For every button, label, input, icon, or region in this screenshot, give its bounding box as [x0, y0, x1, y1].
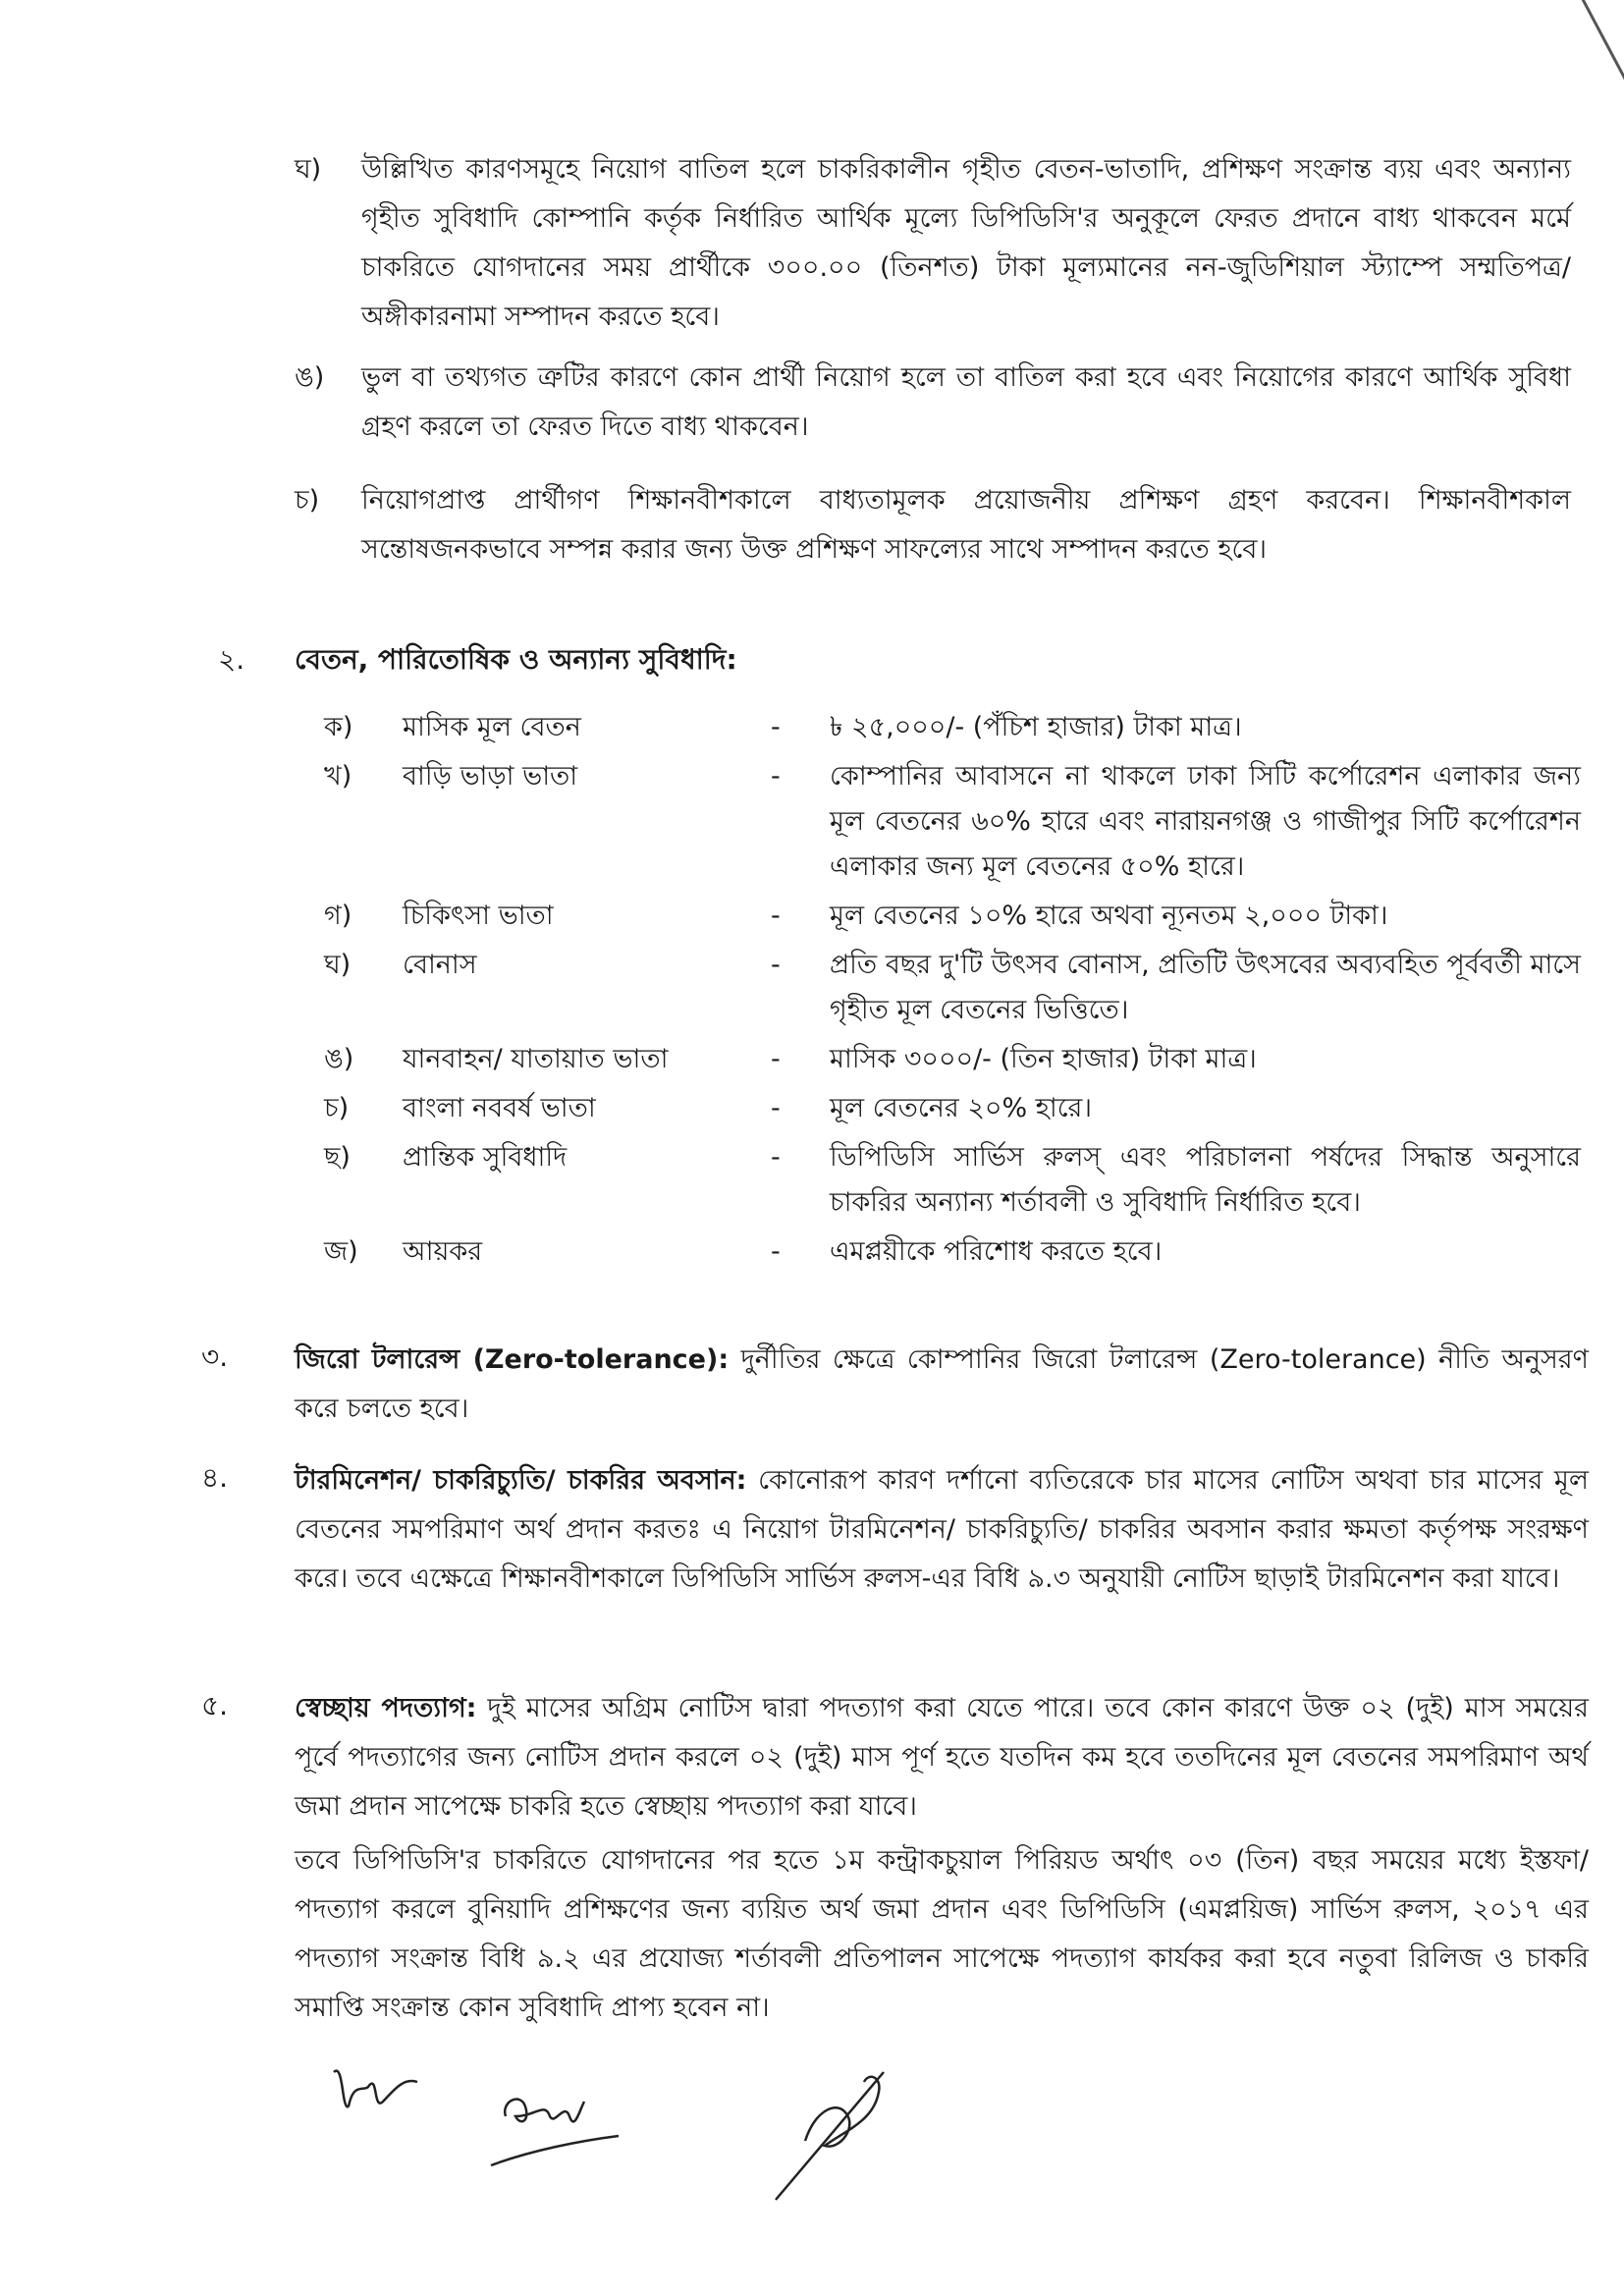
clause-text: উল্লিখিত কারণসমূহে নিয়োগ বাতিল হলে চাকরিকালীন গৃহীত বেতন-ভাতাদি, প্রশিক্ষণ সংক্রান্ত ব্যয় এবং অন্যান্য গৃহীত সুবিধাদি কোম্পানি কর্তৃক নির্ধারিত আর্থিক মূল্যে ডিপিডিসি'র অনুকূলে ফেরত প্রদানে বাধ্য থাকবেন মর্মে চাকরিতে যোগদানের সময় প্রার্থীকে ৩০০.০০ (তিনশত) টাকা মূল্যমানের নন-জুডিশিয়াল স্ট্যাম্পে সম্মতিপত্র/ অঙ্গীকারনামা সম্পাদন করতে হবে। — [361, 154, 1571, 332]
benefit-row — [324, 894, 1581, 939]
benefit-value: প্রতি বছর দু'টি উৎসব বোনাস, প্রতিটি উৎসবের অব্যবহিত পূর্ববর্তী মাসে গৃহীত মূল বেতনের ভিত্তিতে। — [830, 950, 1581, 1025]
benefit-label: যানবাহন/ যাতায়াত ভাতা — [403, 1044, 669, 1074]
section-5-text: দুই মাসের অগ্রিম নোটিস দ্বারা পদত্যাগ করা যেতে পারে। তবে কোন কারণে উক্ত ০২ (দুই) মাস সময়ের পূর্বে পদত্যাগের জন্য নোটিস প্রদান করলে ০২ (দুই) মাস পূর্ণ হতে যতদিন কম হবে ততদিনের মূল বেতনের সমপরিমাণ অর্থ জমা প্রদান সাপেক্ষে চাকরি হতে স্বেচ্ছায় পদত্যাগ করা যাবে। — [295, 1693, 1589, 1822]
benefit-row — [324, 705, 1581, 750]
benefit-dash: - — [771, 761, 781, 792]
benefit-row — [324, 1037, 1581, 1082]
benefit-label: আয়কর — [403, 1236, 483, 1267]
benefit-marker: গ) — [324, 901, 352, 931]
section-4-number: ৪. — [201, 1461, 229, 1494]
section-5-heading: স্বেচ্ছায় পদত্যাগ: — [295, 1693, 477, 1723]
clause-umo — [295, 354, 1571, 452]
benefit-value: মাসিক ৩০০০/- (তিন হাজার) টাকা মাত্র। — [830, 1044, 1257, 1074]
benefit-label: মাসিক মূল বেতন — [403, 712, 581, 742]
clause-cha — [295, 476, 1571, 574]
section-3-text: দুর্নীতির ক্ষেত্রে কোম্পানির জিরো টলারেন্স (Zero-tolerance) নীতি অনুসরণ করে চলতে হবে। — [295, 1344, 1589, 1424]
signature-block — [295, 2052, 982, 2200]
benefit-label: বাংলা নববর্ষ ভাতা — [403, 1093, 596, 1123]
benefit-marker: ঘ) — [324, 950, 352, 980]
benefit-marker: ঙ) — [324, 1044, 354, 1074]
benefit-label: প্রান্তিক সুবিধাদি — [403, 1142, 568, 1173]
clause-text: নিয়োগপ্রাপ্ত প্রার্থীগণ শিক্ষানবীশকালে বাধ্যতামূলক প্রয়োজনীয় প্রশিক্ষণ গ্রহণ করবেন। শিক্ষানবীশকাল সন্তোষজনকভাবে সম্পন্ন করার জন্য উক্ত প্রশিক্ষণ সাফল্যের সাথে সম্পাদন করতে হবে। — [361, 485, 1571, 565]
benefit-dash: - — [771, 1093, 781, 1123]
benefit-label: বাড়ি ভাড়া ভাতা — [403, 761, 578, 792]
section-3-number: ৩. — [201, 1340, 229, 1373]
section-5-paragraph — [295, 1684, 1589, 1831]
section-2-heading: বেতন, পারিতোষিক ও অন্যান্য সুবিধাদি: — [295, 643, 737, 676]
clause-marker: ঘ) — [295, 154, 322, 185]
benefit-dash: - — [771, 1236, 781, 1267]
benefit-marker: জ) — [324, 1236, 358, 1267]
signature-3 — [766, 2052, 913, 2210]
benefit-dash: - — [771, 1142, 781, 1173]
benefit-marker: ছ) — [324, 1142, 351, 1173]
section-5-number: ৫. — [201, 1689, 229, 1722]
benefit-marker: খ) — [324, 761, 352, 792]
benefit-value: মূল বেতনের ১০% হারে অথবা ন্যূনতম ২,০০০ টাকা। — [830, 901, 1388, 931]
benefit-row — [324, 943, 1581, 1033]
clause-marker: চ) — [295, 485, 320, 516]
benefit-row — [324, 1230, 1581, 1275]
benefit-marker: ক) — [324, 712, 353, 742]
benefit-value: মূল বেতনের ২০% হারে। — [830, 1093, 1093, 1123]
benefit-value: এমপ্লয়ীকে পরিশোধ করতে হবে। — [830, 1236, 1163, 1267]
clause-text: ভুল বা তথ্যগত ত্রুটির কারণে কোন প্রার্থী নিয়োগ হলে তা বাতিল করা হবে এবং নিয়োগের কারণে আর্থিক সুবিধা গ্রহণ করলে তা ফেরত দিতে বাধ্য থাকবেন। — [361, 362, 1571, 442]
clause-marker: ঙ) — [295, 362, 325, 393]
section-3-heading: জিরো টলারেন্স (Zero-tolerance): — [295, 1344, 730, 1375]
benefit-value: ৳ ২৫,০০০/- (পঁচিশ হাজার) টাকা মাত্র। — [830, 712, 1242, 742]
section-3-paragraph — [295, 1336, 1589, 1434]
benefit-row — [324, 754, 1581, 890]
benefit-dash: - — [771, 1044, 781, 1074]
benefit-row — [324, 1086, 1581, 1131]
clause-gha — [295, 145, 1571, 342]
section-4-heading: টারমিনেশন/ চাকরিচ্যুতি/ চাকরির অবসান: — [295, 1465, 747, 1496]
benefit-value: ডিপিডিসি সার্ভিস রুলস্ এবং পরিচালনা পর্ষদের সিদ্ধান্ত অনুসারে চাকরির অন্যান্য শর্তাবলী ও সুবিধাদি নির্ধারিত হবে। — [830, 1142, 1581, 1218]
signature-1 — [324, 2052, 432, 2141]
benefit-label: বোনাস — [403, 950, 477, 980]
benefit-row — [324, 1135, 1581, 1226]
signature-2 — [481, 2072, 628, 2180]
section-4-text: কোনোরূপ কারণ দর্শানো ব্যতিরেকে চার মাসের নোটিস অথবা চার মাসের মূল বেতনের সমপরিমাণ অর্থ প্রদান করতঃ এ নিয়োগ টারমিনেশন/ চাকরিচ্যুতি/ চাকরির অবসান করার ক্ষমতা কর্তৃপক্ষ সংরক্ষণ করে। তবে এক্ষেত্রে শিক্ষানবীশকালে ডিপিডিসি সার্ভিস রুলস-এর বিধি ৯.৩ অনুযায়ী নোটিস ছাড়াই টারমিনেশন করা যাবে। — [295, 1465, 1589, 1594]
section-2-number: ২. — [218, 643, 245, 676]
benefit-label: চিকিৎসা ভাতা — [403, 901, 554, 931]
benefit-marker: চ) — [324, 1093, 350, 1123]
section-4-paragraph — [295, 1456, 1589, 1604]
scan-edge-mark — [1571, 0, 1624, 137]
benefit-dash: - — [771, 950, 781, 980]
section-5-continuation: তবে ডিপিডিসি'র চাকরিতে যোগদানের পর হতে ১ম কন্ট্রাকচুয়াল পিরিয়ড অর্থাৎ ০৩ (তিন) বছর সময়ের মধ্যে ইস্তফা/ পদত্যাগ করলে বুনিয়াদি প্রশিক্ষণের জন্য ব্যয়িত অর্থ জমা প্রদান এবং ডিপিডিসি (এমপ্লয়িজ) সার্ভিস রুলস, ২০১৭ এর পদত্যাগ সংক্রান্ত বিধি ৯.২ এর প্রযোজ্য শর্তাবলী প্রতিপালন সাপেক্ষে পদত্যাগ কার্যকর করা হবে নতুবা রিলিজ ও চাকরি সমাপ্তি সংক্রান্ত কোন সুবিধাদি প্রাপ্য হবেন না। — [295, 1845, 1589, 2023]
benefit-value: কোম্পানির আবাসনে না থাকলে ঢাকা সিটি কর্পোরেশন এলাকার জন্য মূল বেতনের ৬০% হারে এবং নারায়নগঞ্জ ও গাজীপুর সিটি কর্পোরেশন এলাকার জন্য মূল বেতনের ৫০% হারে। — [830, 761, 1581, 882]
benefits-table — [324, 705, 1581, 1279]
benefit-dash: - — [771, 901, 781, 931]
benefit-dash: - — [771, 712, 781, 742]
